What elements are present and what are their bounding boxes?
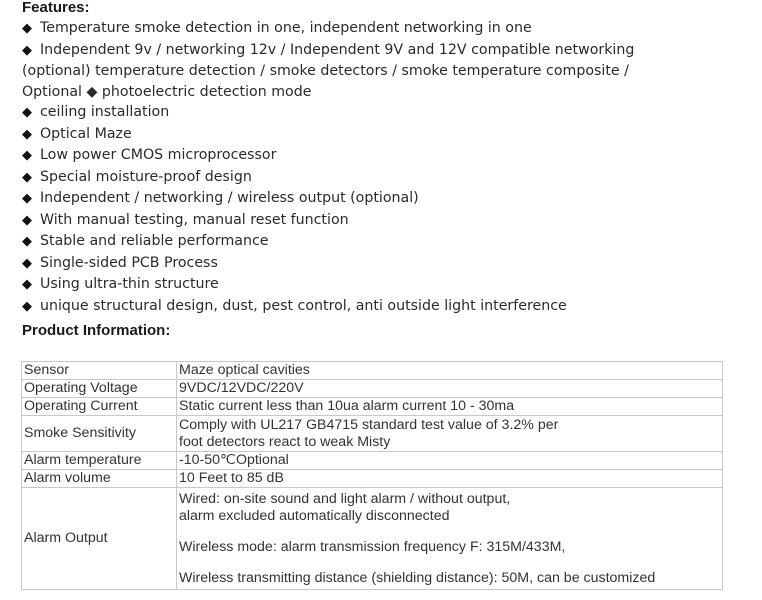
feature-text: Independent 9v / networking 12v / Independent 9V and 12V compatible networking bbox=[40, 41, 635, 58]
product-information-table bbox=[21, 361, 723, 590]
feature-line bbox=[22, 124, 742, 146]
bullet-diamond-icon: ◆ bbox=[22, 191, 32, 206]
feature-line bbox=[22, 296, 742, 318]
row-label: Operating Voltage bbox=[22, 380, 177, 398]
feature-line bbox=[22, 167, 742, 189]
feature-line bbox=[22, 274, 742, 296]
feature-line bbox=[22, 188, 742, 210]
table-row bbox=[22, 452, 723, 470]
feature-text: Low power CMOS microprocessor bbox=[40, 147, 277, 163]
row-value-line: Static current less than 10ua alarm current 10 - 30ma bbox=[179, 398, 515, 414]
bullet-diamond-icon: ◆ bbox=[22, 234, 32, 249]
row-label: Sensor bbox=[22, 362, 177, 380]
feature-line bbox=[22, 40, 742, 62]
table-row bbox=[22, 416, 723, 452]
feature-line bbox=[22, 253, 742, 275]
row-value bbox=[177, 380, 723, 398]
feature-text: unique structural design, dust, pest control, anti outside light interference bbox=[40, 297, 567, 314]
bullet-diamond-icon: ◆ bbox=[22, 21, 32, 36]
feature-line bbox=[22, 61, 742, 82]
feature-text: Optional ◆ photoelectric detection mode bbox=[22, 83, 312, 100]
line-gap bbox=[179, 525, 720, 539]
feature-line bbox=[22, 231, 742, 253]
row-label: Operating Current bbox=[22, 398, 177, 416]
feature-text: Optical Maze bbox=[40, 125, 132, 142]
bullet-diamond-icon: ◆ bbox=[22, 255, 32, 271]
table-row bbox=[22, 380, 723, 398]
feature-line bbox=[22, 102, 742, 124]
bullet-diamond-icon: ◆ bbox=[22, 212, 32, 228]
row-value bbox=[177, 398, 723, 416]
table-row bbox=[22, 362, 723, 380]
row-label: Alarm volume bbox=[22, 470, 177, 488]
row-label: Smoke Sensitivity bbox=[22, 416, 177, 452]
row-value-line: Wireless mode: alarm transmission frequency F: 315M/433M, bbox=[179, 538, 566, 555]
row-label: Alarm Output bbox=[22, 488, 177, 590]
row-value-line: Wireless transmitting distance (shielding distance): 50M, can be customized bbox=[179, 569, 656, 586]
bullet-diamond-icon: ◆ bbox=[22, 105, 32, 120]
bullet-diamond-icon: ◆ bbox=[22, 277, 32, 292]
row-value-line: 10 Feet to 85 dB bbox=[179, 470, 284, 486]
feature-text: Stable and reliable performance bbox=[40, 233, 269, 249]
row-label: Alarm temperature bbox=[22, 452, 177, 470]
row-value-line: foot detectors react to weak Misty bbox=[179, 433, 391, 450]
row-value bbox=[177, 452, 723, 470]
row-value-line: alarm excluded automatically disconnected bbox=[179, 507, 450, 524]
row-value-line: Wired: on-site sound and light alarm / without output, bbox=[179, 490, 511, 507]
feature-text: Temperature smoke detection in one, independent networking in one bbox=[40, 20, 532, 36]
feature-line bbox=[22, 18, 742, 40]
feature-text: Independent / networking / wireless output (optional) bbox=[40, 190, 419, 206]
feature-text: Special moisture-proof design bbox=[40, 168, 252, 185]
product-information-heading: Product Information: bbox=[22, 322, 171, 339]
features-heading: Features: bbox=[22, 0, 90, 16]
row-value bbox=[177, 470, 723, 488]
bullet-diamond-icon: ◆ bbox=[22, 126, 32, 142]
feature-text: With manual testing, manual reset function bbox=[40, 211, 349, 228]
bullet-diamond-icon: ◆ bbox=[22, 148, 32, 163]
features-list bbox=[22, 18, 742, 317]
bullet-diamond-icon: ◆ bbox=[22, 169, 32, 185]
table-row bbox=[22, 470, 723, 488]
line-gap bbox=[179, 556, 720, 570]
bullet-diamond-icon: ◆ bbox=[22, 42, 32, 58]
row-value bbox=[177, 362, 723, 380]
row-value-line: Comply with UL217 GB4715 standard test value of 3.2% per bbox=[179, 416, 559, 433]
row-value-line: Maze optical cavities bbox=[179, 362, 310, 378]
feature-line bbox=[22, 82, 742, 103]
row-value bbox=[177, 488, 723, 590]
feature-line bbox=[22, 145, 742, 167]
feature-line bbox=[22, 210, 742, 232]
row-value-line: -10-50℃Optional bbox=[179, 452, 289, 468]
feature-text: ceiling installation bbox=[40, 104, 170, 120]
feature-text: Single-sided PCB Process bbox=[40, 254, 218, 271]
row-value-line: 9VDC/12VDC/220V bbox=[179, 380, 304, 396]
feature-text: Using ultra-thin structure bbox=[40, 276, 219, 292]
feature-text: (optional) temperature detection / smoke detectors / smoke temperature composite / bbox=[22, 63, 629, 79]
bullet-diamond-icon: ◆ bbox=[22, 298, 32, 314]
row-value bbox=[177, 416, 723, 452]
table-row bbox=[22, 398, 723, 416]
table-row bbox=[22, 488, 723, 590]
